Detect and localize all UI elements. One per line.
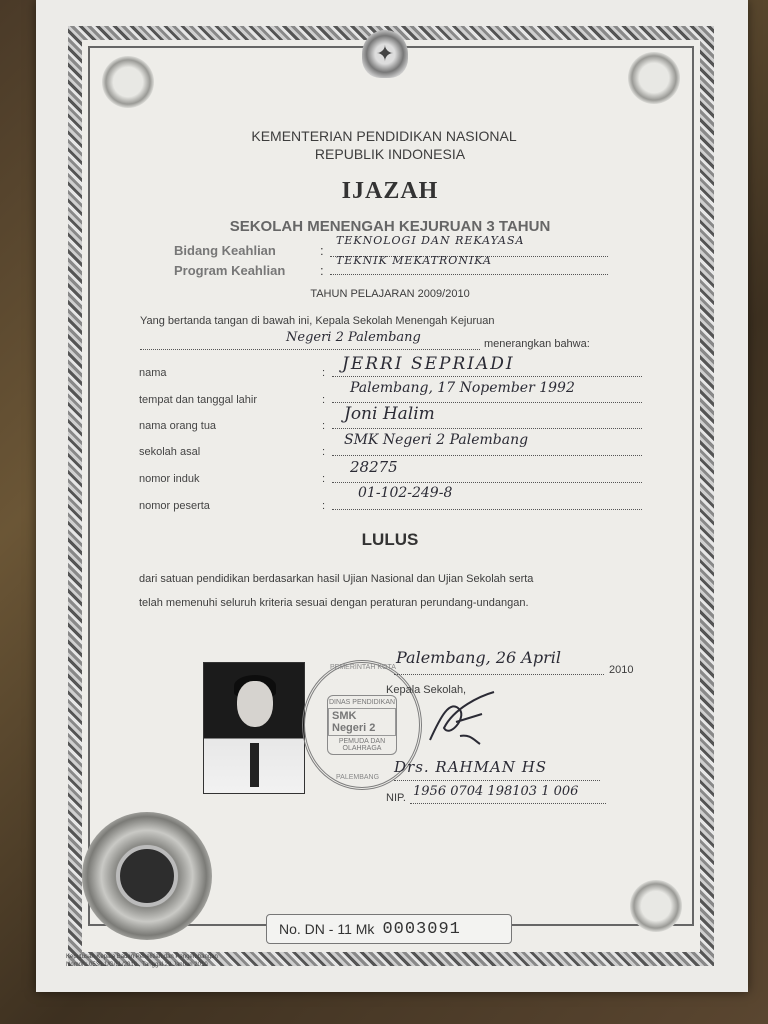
school-type: SEKOLAH MENENGAH KEJURUAN 3 TAHUN — [229, 218, 551, 235]
statement-line-2: telah memenuhi seluruh kriteria sesuai dengan peraturan perundang-undangan. — [139, 597, 529, 609]
hologram-seal — [82, 812, 212, 940]
peserta-label: nomor peserta — [139, 500, 210, 512]
nip-value: 1956 0704 198103 1 006 — [413, 784, 579, 799]
nama-colon: : — [322, 367, 326, 379]
school-handwritten: Negeri 2 Palembang — [286, 330, 421, 345]
bidang-value: TEKNOLOGI DAN REKAYASA — [336, 234, 525, 247]
peserta-dotline — [332, 509, 642, 510]
photo-tie — [250, 743, 259, 787]
sekolah-value: SMK Negeri 2 Palembang — [344, 432, 529, 448]
corner-medallion-top-left — [102, 56, 154, 108]
stamp-inner — [327, 695, 397, 755]
ortu-value: Joni Halim — [344, 404, 435, 424]
statement-line-1: dari satuan pendidikan berdasarkan hasil Ujian Nasional dan Ujian Sekolah serta — [139, 573, 534, 585]
place-date: Palembang, 26 April — [396, 648, 561, 667]
place-year: 2010 — [609, 664, 634, 676]
stamp-bottom-text: PALEMBANG — [336, 774, 380, 781]
program-label: Program Keahlian — [174, 263, 286, 278]
footnote-line-1: Keputusan Kepala Badan Penelitian dan Pengembangan — [66, 954, 218, 960]
ttl-colon: : — [322, 394, 326, 406]
induk-colon: : — [322, 473, 326, 485]
seal-core — [116, 845, 178, 907]
sekolah-label: sekolah asal — [139, 446, 201, 458]
nama-label: nama — [139, 367, 167, 379]
photo-face — [237, 681, 273, 727]
principal-name: Drs. RAHMAN HS — [394, 758, 548, 776]
ortu-label: nama orang tua — [139, 420, 217, 432]
garuda-emblem-icon: ✦ — [362, 30, 408, 78]
ortu-dotline — [332, 428, 642, 429]
induk-label: nomor induk — [139, 473, 200, 485]
doc-number: 0003091 — [382, 919, 461, 939]
program-dotline — [330, 274, 608, 275]
ortu-colon: : — [322, 420, 326, 432]
ministry-line-1: KEMENTERIAN PENDIDIKAN NASIONAL — [251, 128, 517, 144]
footnote-line-2: Nomor : 0536.1/G/LL/2010 , Tanggal 29 Januari 2010 — [66, 962, 208, 968]
program-colon: : — [320, 263, 324, 278]
place-dotline — [394, 674, 604, 675]
intro-text: Yang bertanda tangan di bawah ini, Kepala Sekolah Menengah Kejuruan — [140, 315, 495, 327]
bidang-label: Bidang Keahlian — [174, 243, 276, 258]
nip-dotline — [410, 803, 606, 804]
student-photo — [203, 662, 305, 794]
certificate-title: IJAZAH — [341, 178, 439, 204]
stamp-top-text: PEMERINTAH KOTA — [330, 664, 396, 671]
peserta-colon: : — [322, 500, 326, 512]
nama-value: JERRI SEPRIADI — [342, 354, 515, 374]
ttl-dotline — [332, 402, 642, 403]
corner-medallion-bottom-right — [630, 880, 682, 932]
principal-dotline — [394, 780, 600, 781]
stamp-dinas: DINAS PENDIDIKAN — [328, 698, 396, 706]
result-lulus: LULUS — [361, 530, 419, 549]
nip-label: NIP. — [386, 792, 406, 804]
program-value: TEKNIK MEKATRONIKA — [336, 254, 492, 267]
doc-number-label: No. DN - 11 Mk — [279, 921, 375, 937]
explain-text: menerangkan bahwa: — [484, 338, 590, 350]
induk-value: 28275 — [350, 458, 398, 476]
corner-medallion-top-right — [628, 52, 680, 104]
ministry-line-2: REPUBLIK INDONESIA — [314, 146, 466, 162]
stamp-school: SMK Negeri 2 — [328, 708, 396, 736]
ttl-label: tempat dan tanggal lahir — [139, 394, 258, 406]
sekolah-colon: : — [322, 446, 326, 458]
ttl-value: Palembang, 17 Nopember 1992 — [350, 380, 575, 396]
nama-dotline — [332, 376, 642, 377]
peserta-value: 01-102-249-8 — [358, 485, 453, 501]
bidang-colon: : — [320, 243, 324, 258]
school-dotline — [140, 349, 480, 350]
sekolah-dotline — [332, 455, 642, 456]
kepala-label: Kepala Sekolah, — [386, 684, 467, 696]
principal-signature — [420, 688, 510, 752]
document-number-box — [266, 914, 512, 944]
academic-year: TAHUN PELAJARAN 2009/2010 — [310, 288, 470, 300]
induk-dotline — [332, 482, 642, 483]
stamp-sub: PEMUDA DAN OLAHRAGA — [338, 737, 386, 752]
